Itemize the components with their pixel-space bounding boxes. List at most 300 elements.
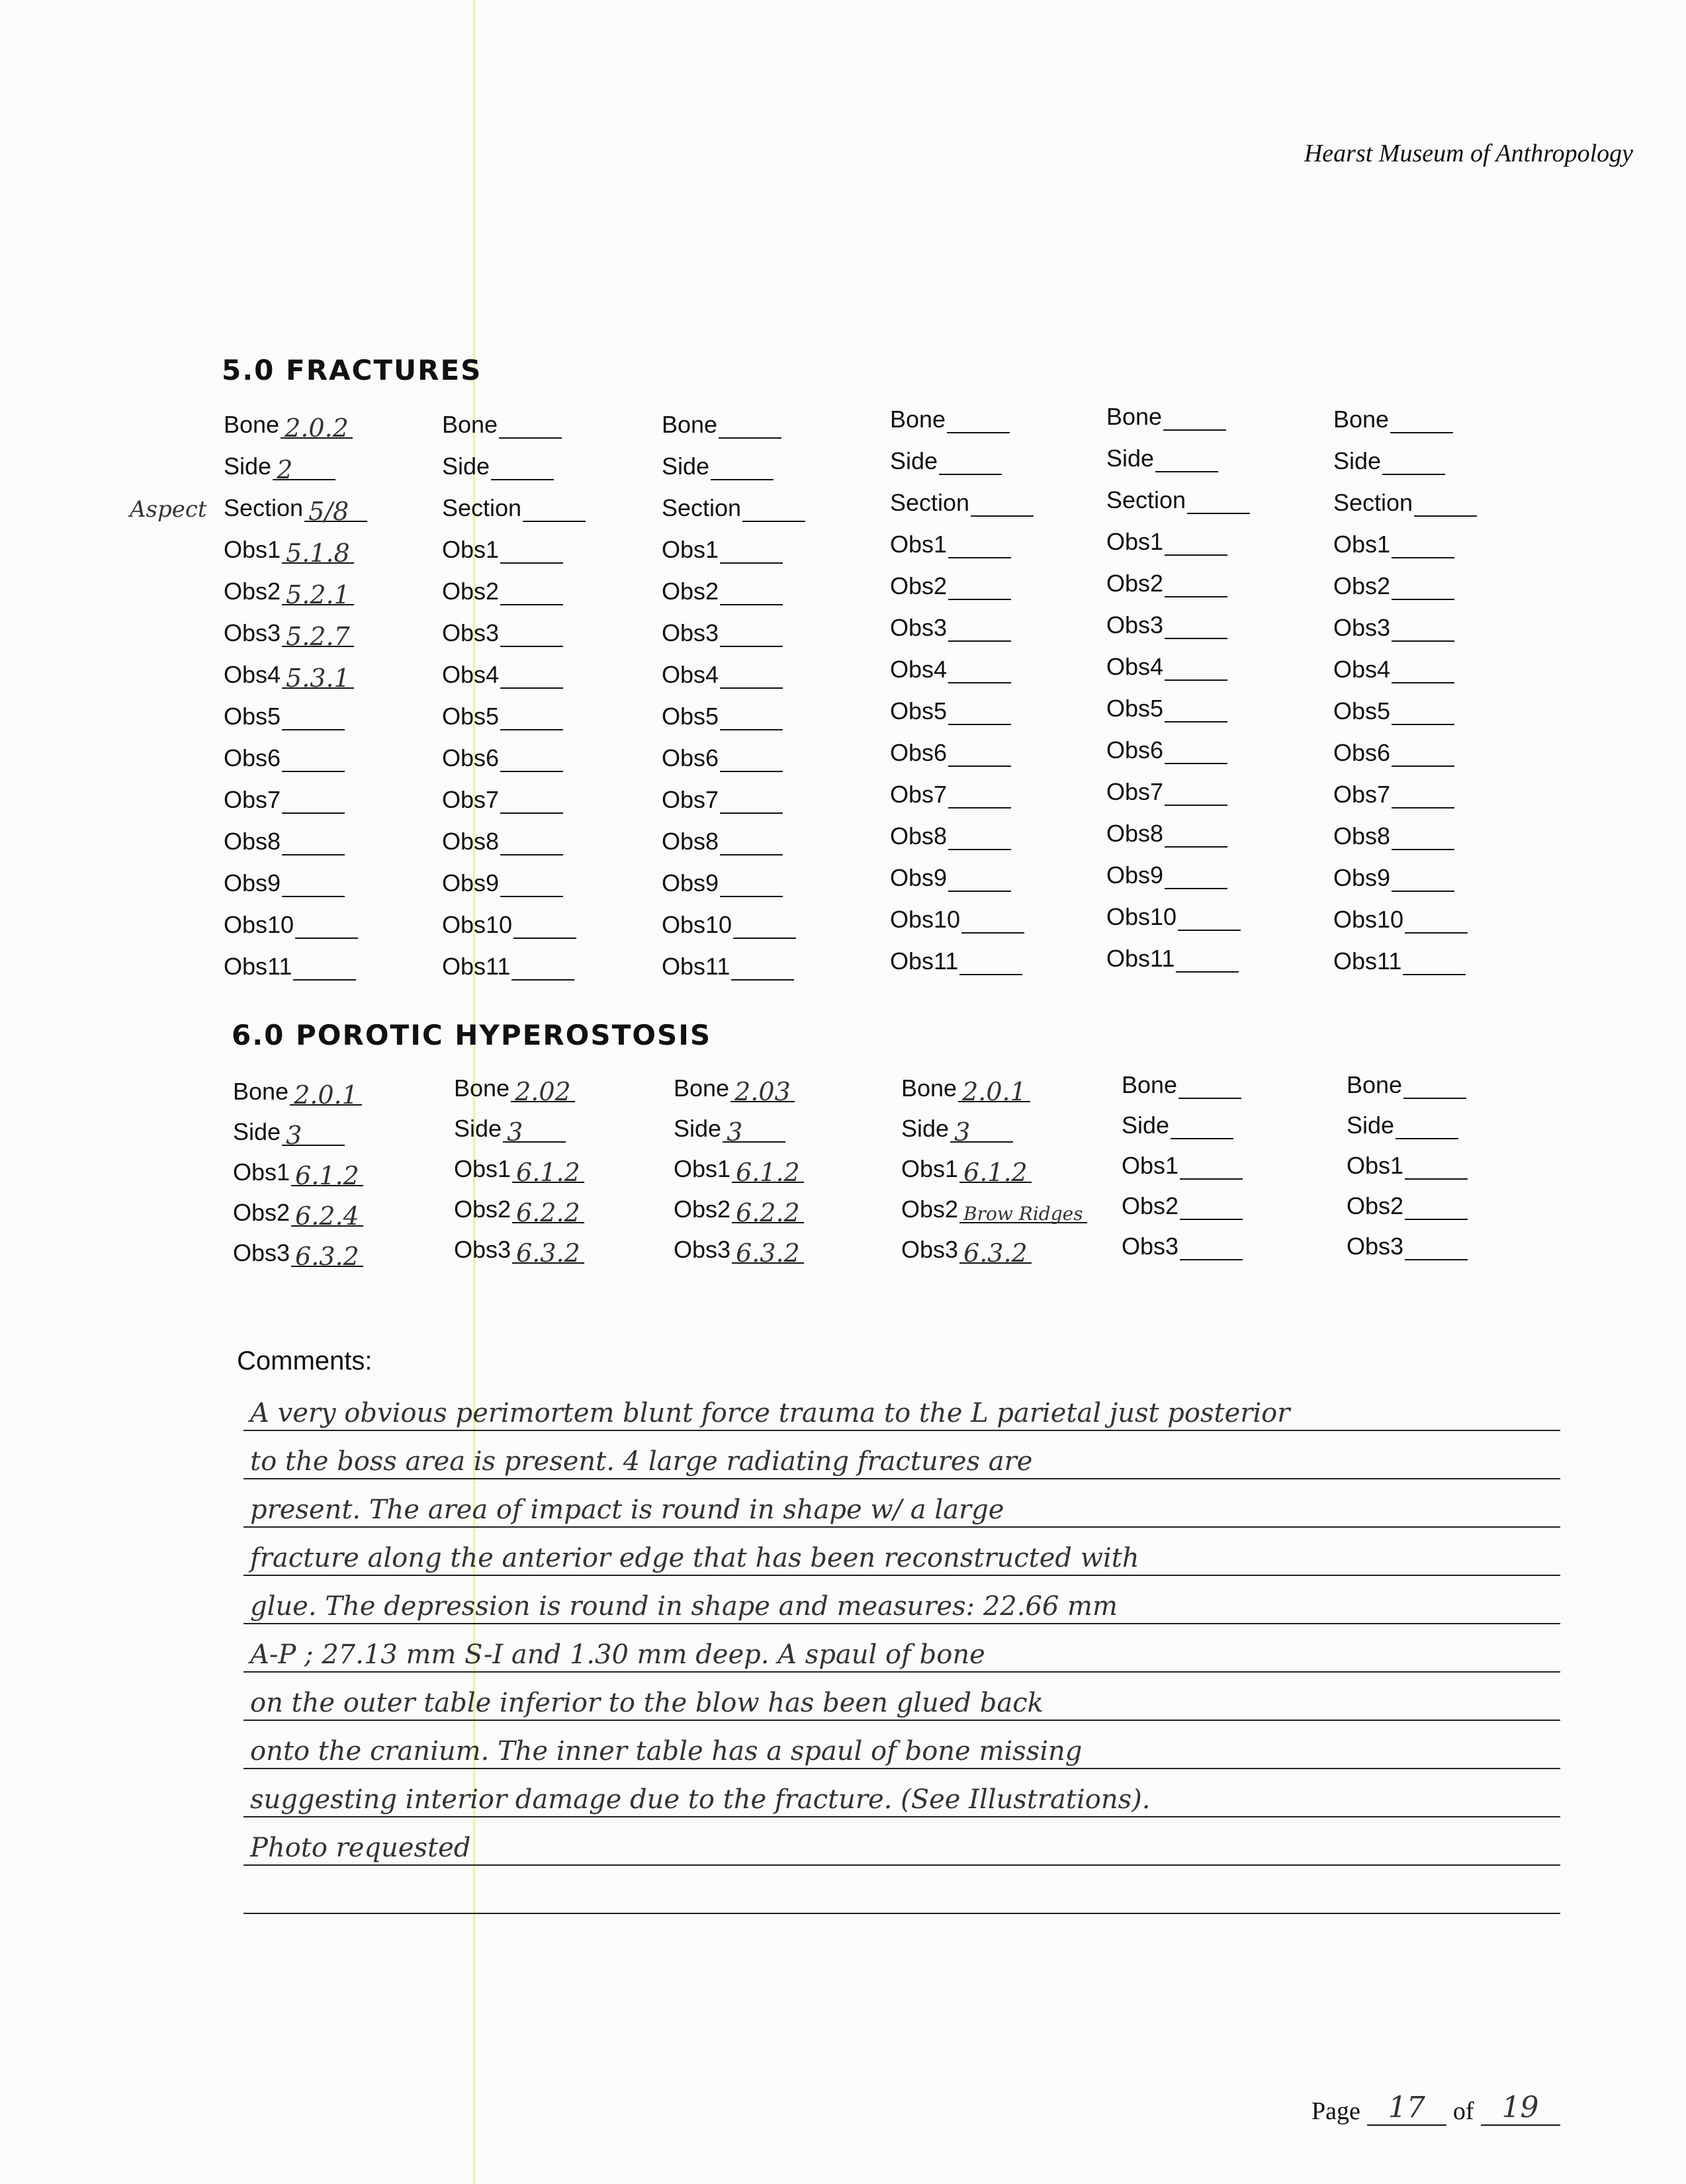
handwritten-value	[1392, 575, 1399, 604]
field-value[interactable]	[1405, 1155, 1468, 1180]
porotic-row-obs3	[454, 1223, 584, 1268]
fracture-row-bone	[1106, 389, 1250, 431]
handwritten-value	[282, 789, 290, 818]
field-value[interactable]	[511, 955, 574, 981]
field-value[interactable]	[1390, 408, 1453, 433]
fracture-row-obs3	[224, 605, 367, 651]
porotic-row-bone	[233, 1065, 363, 1110]
field-value[interactable]	[304, 497, 367, 526]
field-value[interactable]	[959, 1158, 1032, 1187]
field-value[interactable]	[1392, 575, 1454, 600]
porotic-column-5	[1122, 1059, 1243, 1260]
field-label: Obs8	[662, 828, 719, 855]
porotic-row-obs2	[454, 1183, 584, 1227]
field-label: Obs11	[890, 947, 959, 975]
fracture-row-obs2	[1333, 558, 1477, 600]
field-value[interactable]	[500, 580, 563, 605]
field-label: Obs9	[890, 864, 948, 891]
field-label: Obs6	[442, 744, 500, 771]
field-value[interactable]	[948, 617, 1011, 642]
field-label: Obs5	[224, 703, 281, 730]
handwritten-value	[1165, 864, 1173, 893]
field-value[interactable]	[1392, 617, 1454, 642]
handwritten-value	[282, 830, 290, 859]
handwritten-value: 2.0.1	[294, 1080, 358, 1110]
handwritten-value	[500, 872, 508, 901]
field-label: Obs4	[1333, 656, 1391, 683]
fracture-row-section	[1333, 475, 1477, 517]
field-label: Obs5	[442, 703, 500, 730]
handwritten-value: 2	[277, 455, 293, 484]
field-value[interactable]	[959, 950, 1022, 975]
field-value[interactable]	[282, 622, 354, 651]
fracture-row-obs11	[890, 934, 1034, 975]
handwritten-value	[282, 705, 290, 734]
handwritten-value	[1165, 531, 1173, 560]
field-value[interactable]	[1165, 697, 1227, 722]
handwritten-value: 6.1.2	[295, 1161, 359, 1190]
handwritten-value	[1382, 450, 1390, 479]
fracture-row-obs8	[442, 814, 586, 855]
field-value[interactable]	[500, 747, 563, 772]
fracture-row-obs7	[1333, 767, 1477, 808]
porotic-row-side	[1122, 1099, 1243, 1139]
fracture-row-side	[1333, 433, 1477, 475]
field-value[interactable]	[1382, 450, 1445, 475]
fracture-row-obs4	[890, 642, 1034, 683]
field-label: Obs5	[890, 697, 948, 724]
field-value[interactable]	[1165, 822, 1227, 848]
handwritten-value	[971, 492, 979, 521]
field-value[interactable]	[1405, 1235, 1468, 1260]
field-label: Obs1	[901, 1155, 959, 1182]
handwritten-value	[1392, 700, 1399, 729]
field-label: Bone	[674, 1074, 730, 1102]
comment-line[interactable]	[244, 1624, 1560, 1673]
field-value[interactable]	[282, 539, 354, 568]
porotic-column-2	[454, 1062, 584, 1268]
field-value[interactable]	[720, 747, 783, 772]
fracture-row-obs6	[224, 730, 367, 772]
fracture-row-obs10	[442, 897, 586, 939]
field-value[interactable]	[1180, 1195, 1243, 1220]
handwritten-value: 6.3.2	[963, 1239, 1028, 1268]
fracture-row-obs10	[890, 892, 1034, 934]
field-value[interactable]	[1403, 1074, 1466, 1099]
handwritten-value	[500, 747, 508, 776]
fracture-row-obs8	[1106, 806, 1250, 848]
handwritten-value	[948, 742, 956, 771]
field-value[interactable]	[720, 705, 783, 730]
field-value[interactable]	[1403, 950, 1466, 975]
field-value[interactable]	[500, 539, 563, 564]
comments-area[interactable]	[244, 1383, 1560, 1914]
field-label: Bone	[890, 406, 946, 433]
field-value[interactable]	[732, 1239, 804, 1268]
field-value[interactable]	[282, 872, 345, 897]
comment-text: A very obvious perimortem blunt force trauma to the L parietal just posterior	[250, 1398, 1290, 1428]
field-value[interactable]	[948, 533, 1011, 558]
field-label: Obs2	[1333, 572, 1391, 599]
handwritten-value	[295, 914, 303, 943]
field-value[interactable]	[1176, 947, 1239, 973]
fracture-column-3	[662, 397, 805, 981]
field-value[interactable]	[1187, 489, 1250, 514]
field-label: Bone	[1347, 1071, 1403, 1098]
field-value[interactable]	[971, 492, 1034, 517]
fracture-row-side	[1106, 431, 1250, 472]
porotic-row-bone	[1347, 1059, 1468, 1099]
field-value[interactable]	[281, 414, 353, 443]
handwritten-value	[720, 705, 728, 734]
handwritten-value	[500, 580, 508, 609]
comment-text: present. The area of impact is round in shape w/ a large	[250, 1495, 1004, 1525]
porotic-column-1	[233, 1065, 363, 1271]
field-value[interactable]	[720, 789, 783, 814]
field-label: Side	[662, 453, 710, 480]
comment-line[interactable]	[244, 1383, 1560, 1431]
field-value[interactable]	[1392, 783, 1454, 808]
field-value[interactable]	[1392, 825, 1454, 850]
field-label: Obs1	[224, 536, 281, 563]
fracture-row-obs3	[890, 600, 1034, 642]
field-value[interactable]	[1165, 781, 1227, 806]
field-label: Bone	[1333, 406, 1390, 433]
field-label: Obs8	[1106, 820, 1164, 847]
field-label: Obs3	[454, 1236, 511, 1263]
handwritten-value: 5/8	[308, 497, 349, 526]
field-value[interactable]	[291, 1161, 363, 1190]
handwritten-value: Brow Ridges	[963, 1203, 1083, 1225]
field-value[interactable]	[720, 830, 783, 855]
field-value[interactable]	[1180, 1235, 1243, 1260]
field-value[interactable]	[732, 1198, 804, 1227]
field-value[interactable]	[720, 872, 783, 897]
comment-line[interactable]	[244, 1576, 1560, 1624]
field-label: Bone	[1106, 403, 1163, 430]
field-value[interactable]	[503, 1117, 566, 1147]
comment-line[interactable]	[244, 1673, 1560, 1721]
field-label: Obs3	[901, 1236, 959, 1263]
field-value[interactable]	[948, 700, 1011, 725]
field-label: Side	[1122, 1112, 1170, 1139]
handwritten-value	[500, 664, 508, 693]
handwritten-value: 6.2.2	[516, 1198, 580, 1227]
field-value[interactable]	[1165, 572, 1227, 597]
field-label: Obs10	[442, 911, 513, 938]
fracture-row-obs11	[1106, 931, 1250, 973]
fracture-column-5	[1106, 389, 1250, 973]
field-value[interactable]	[290, 1080, 362, 1110]
field-value[interactable]	[1392, 742, 1454, 767]
field-value[interactable]	[282, 1121, 345, 1150]
handwritten-value	[513, 914, 521, 943]
field-value[interactable]	[959, 1198, 1087, 1223]
field-value[interactable]	[282, 664, 354, 693]
porotic-row-obs3	[901, 1223, 1087, 1268]
field-value[interactable]	[1392, 700, 1454, 725]
museum-header: Hearst Museum of Anthropology	[1304, 140, 1633, 167]
handwritten-value	[947, 408, 955, 437]
fracture-row-obs1	[1106, 514, 1250, 556]
fracture-row-obs1	[890, 517, 1034, 558]
fracture-row-obs2	[442, 564, 586, 605]
field-value[interactable]	[1178, 1074, 1241, 1099]
fracture-row-bone	[224, 397, 367, 443]
field-label: Obs9	[224, 869, 281, 896]
fracture-row-obs6	[1106, 722, 1250, 764]
porotic-row-obs2	[674, 1183, 804, 1227]
fracture-column-1	[224, 397, 367, 981]
handwritten-value: 5.1.8	[286, 539, 350, 568]
field-value[interactable]	[947, 408, 1010, 433]
page-number[interactable]: 17	[1367, 2091, 1446, 2126]
field-label: Obs9	[1106, 861, 1164, 889]
handwritten-value	[1178, 1074, 1186, 1103]
field-value[interactable]	[1155, 447, 1218, 472]
field-label: Section	[442, 494, 522, 521]
field-value[interactable]	[273, 455, 335, 484]
field-label: Obs5	[1106, 695, 1164, 722]
field-value[interactable]	[291, 1201, 363, 1231]
field-label: Obs3	[442, 619, 500, 646]
porotic-row-side	[233, 1106, 363, 1150]
field-value[interactable]	[282, 830, 345, 855]
field-value[interactable]	[948, 867, 1011, 892]
handwritten-value	[1165, 697, 1173, 726]
field-value[interactable]	[499, 414, 562, 439]
field-label: Side	[901, 1115, 950, 1142]
handwritten-value	[742, 497, 750, 526]
field-value[interactable]	[512, 1198, 584, 1227]
field-value[interactable]	[1392, 867, 1454, 892]
field-value[interactable]	[1396, 1114, 1458, 1139]
fracture-row-section	[224, 480, 367, 526]
field-label: Obs3	[1122, 1233, 1179, 1260]
field-label: Obs4	[662, 661, 719, 688]
field-value[interactable]	[948, 658, 1011, 683]
handwritten-value	[1392, 867, 1399, 896]
fracture-row-obs10	[224, 897, 367, 939]
fracture-row-obs5	[890, 683, 1034, 725]
field-value[interactable]	[500, 664, 563, 689]
field-value[interactable]	[282, 705, 345, 730]
field-value[interactable]	[523, 497, 586, 522]
field-value[interactable]	[731, 1077, 795, 1106]
handwritten-value	[1405, 1195, 1413, 1224]
field-value[interactable]	[1171, 1114, 1233, 1139]
comment-line[interactable]	[244, 1431, 1560, 1479]
field-value[interactable]	[500, 789, 563, 814]
handwritten-value: 3	[727, 1117, 743, 1147]
fracture-row-obs9	[224, 855, 367, 897]
handwritten-value	[1403, 1074, 1411, 1103]
comment-text: to the boss area is present. 4 large radiating fractures are	[250, 1446, 1033, 1477]
field-value[interactable]	[1165, 614, 1227, 639]
fracture-row-obs7	[890, 767, 1034, 808]
field-value[interactable]	[491, 455, 554, 480]
field-value[interactable]	[948, 783, 1011, 808]
field-value[interactable]	[719, 414, 781, 439]
field-value[interactable]	[1405, 908, 1468, 934]
field-label: Obs2	[1106, 570, 1164, 597]
handwritten-value	[961, 908, 969, 938]
field-value[interactable]	[1392, 533, 1454, 558]
handwritten-value	[720, 872, 728, 901]
handwritten-value	[948, 658, 956, 687]
field-value[interactable]	[291, 1242, 363, 1271]
field-value[interactable]	[512, 1239, 584, 1268]
field-value[interactable]	[720, 622, 783, 647]
comment-line[interactable]	[244, 1528, 1560, 1576]
field-label: Side	[454, 1115, 502, 1142]
field-value[interactable]	[742, 497, 805, 522]
field-label: Obs11	[224, 953, 292, 980]
field-label: Obs2	[224, 578, 281, 605]
field-value[interactable]	[1165, 656, 1227, 681]
field-label: Obs10	[890, 906, 961, 933]
handwritten-value: 5.3.1	[286, 664, 350, 693]
handwritten-value	[1405, 1235, 1413, 1264]
field-value[interactable]	[731, 955, 794, 981]
field-value[interactable]	[282, 789, 345, 814]
porotic-row-side	[674, 1102, 804, 1147]
field-value[interactable]	[1178, 906, 1241, 931]
handwritten-value	[939, 450, 947, 479]
handwritten-value	[1155, 447, 1163, 476]
field-value[interactable]	[1414, 492, 1477, 517]
field-value[interactable]	[295, 914, 358, 939]
handwritten-value: 5.2.7	[286, 622, 350, 651]
field-value[interactable]	[732, 1158, 804, 1187]
field-value[interactable]	[1165, 739, 1227, 764]
field-value[interactable]	[1165, 864, 1227, 889]
field-label: Section	[890, 489, 970, 516]
fracture-row-obs1	[662, 522, 805, 564]
field-value[interactable]	[1165, 531, 1227, 556]
field-value[interactable]	[282, 580, 354, 609]
handwritten-value	[711, 455, 719, 484]
field-value[interactable]	[511, 1077, 575, 1106]
field-value[interactable]	[282, 747, 345, 772]
field-label: Section	[1333, 489, 1413, 516]
field-label: Obs2	[901, 1196, 959, 1223]
field-value[interactable]	[723, 1117, 785, 1147]
field-label: Side	[1106, 445, 1155, 472]
comment-line[interactable]	[244, 1817, 1560, 1866]
field-value[interactable]	[500, 830, 563, 855]
field-value[interactable]	[720, 664, 783, 689]
field-value[interactable]	[1392, 658, 1454, 683]
fracture-column-6	[1333, 392, 1477, 975]
page-total[interactable]: 19	[1481, 2091, 1560, 2126]
field-label: Side	[442, 453, 490, 480]
fracture-row-obs5	[662, 689, 805, 730]
handwritten-value	[1165, 781, 1173, 810]
field-value[interactable]	[500, 872, 563, 897]
fracture-row-obs8	[662, 814, 805, 855]
field-value[interactable]	[500, 622, 563, 647]
fracture-column-4	[890, 392, 1034, 975]
handwritten-value	[1178, 906, 1186, 935]
handwritten-value	[1403, 950, 1411, 979]
field-value[interactable]	[948, 575, 1011, 600]
comment-line[interactable]	[244, 1769, 1560, 1817]
field-value[interactable]	[961, 908, 1024, 934]
page-label: Page	[1311, 2097, 1360, 2125]
handwritten-value	[1165, 656, 1173, 685]
field-value[interactable]	[500, 705, 563, 730]
handwritten-value: 2.0.1	[962, 1077, 1026, 1106]
field-label: Obs9	[442, 869, 500, 896]
handwritten-value	[1392, 533, 1399, 562]
field-value[interactable]	[948, 742, 1011, 767]
porotic-row-obs1	[1347, 1139, 1468, 1180]
field-value[interactable]	[1163, 406, 1226, 431]
handwritten-value	[1392, 617, 1399, 646]
field-value[interactable]	[939, 450, 1002, 475]
field-value[interactable]	[959, 1239, 1032, 1268]
field-label: Obs7	[890, 781, 948, 808]
handwritten-value	[720, 747, 728, 776]
field-value[interactable]	[950, 1117, 1013, 1147]
field-value[interactable]	[513, 914, 576, 939]
fracture-row-side	[442, 439, 586, 480]
comment-line[interactable]	[244, 1866, 1560, 1914]
comment-line[interactable]	[244, 1721, 1560, 1769]
field-value[interactable]	[512, 1158, 584, 1187]
comment-line[interactable]	[244, 1479, 1560, 1528]
handwritten-value: 6.2.4	[295, 1201, 359, 1231]
handwritten-value	[1405, 1155, 1413, 1184]
field-value[interactable]	[711, 455, 774, 480]
field-value[interactable]	[720, 580, 783, 605]
handwritten-value: 3	[286, 1121, 302, 1150]
field-value[interactable]	[1180, 1155, 1243, 1180]
field-label: Obs7	[662, 786, 719, 813]
handwritten-value	[948, 700, 956, 729]
handwritten-value	[1165, 572, 1173, 601]
porotic-row-side	[1347, 1099, 1468, 1139]
field-label: Obs1	[442, 536, 500, 563]
fracture-row-obs6	[890, 725, 1034, 767]
field-value[interactable]	[733, 914, 796, 939]
field-value[interactable]	[948, 825, 1011, 850]
fracture-row-obs9	[442, 855, 586, 897]
field-label: Obs10	[1333, 906, 1404, 933]
handwritten-value	[1180, 1195, 1188, 1224]
fracture-row-bone	[662, 397, 805, 439]
field-value[interactable]	[293, 955, 356, 981]
handwritten-value: 6.2.2	[736, 1198, 800, 1227]
porotic-row-obs3	[1347, 1220, 1468, 1260]
field-value[interactable]	[958, 1077, 1030, 1106]
field-label: Obs2	[890, 572, 948, 599]
field-value[interactable]	[1405, 1195, 1468, 1220]
handwritten-value	[959, 950, 967, 979]
field-label: Obs3	[662, 619, 719, 646]
field-label: Obs2	[674, 1196, 731, 1223]
handwritten-value	[282, 872, 290, 901]
handwritten-value	[733, 914, 741, 943]
field-label: Obs1	[890, 531, 948, 558]
field-label: Obs11	[442, 953, 511, 980]
field-label: Obs7	[442, 786, 500, 813]
field-label: Obs1	[674, 1155, 731, 1182]
field-value[interactable]	[720, 539, 783, 564]
fracture-row-side	[662, 439, 805, 480]
fracture-row-obs1	[1333, 517, 1477, 558]
